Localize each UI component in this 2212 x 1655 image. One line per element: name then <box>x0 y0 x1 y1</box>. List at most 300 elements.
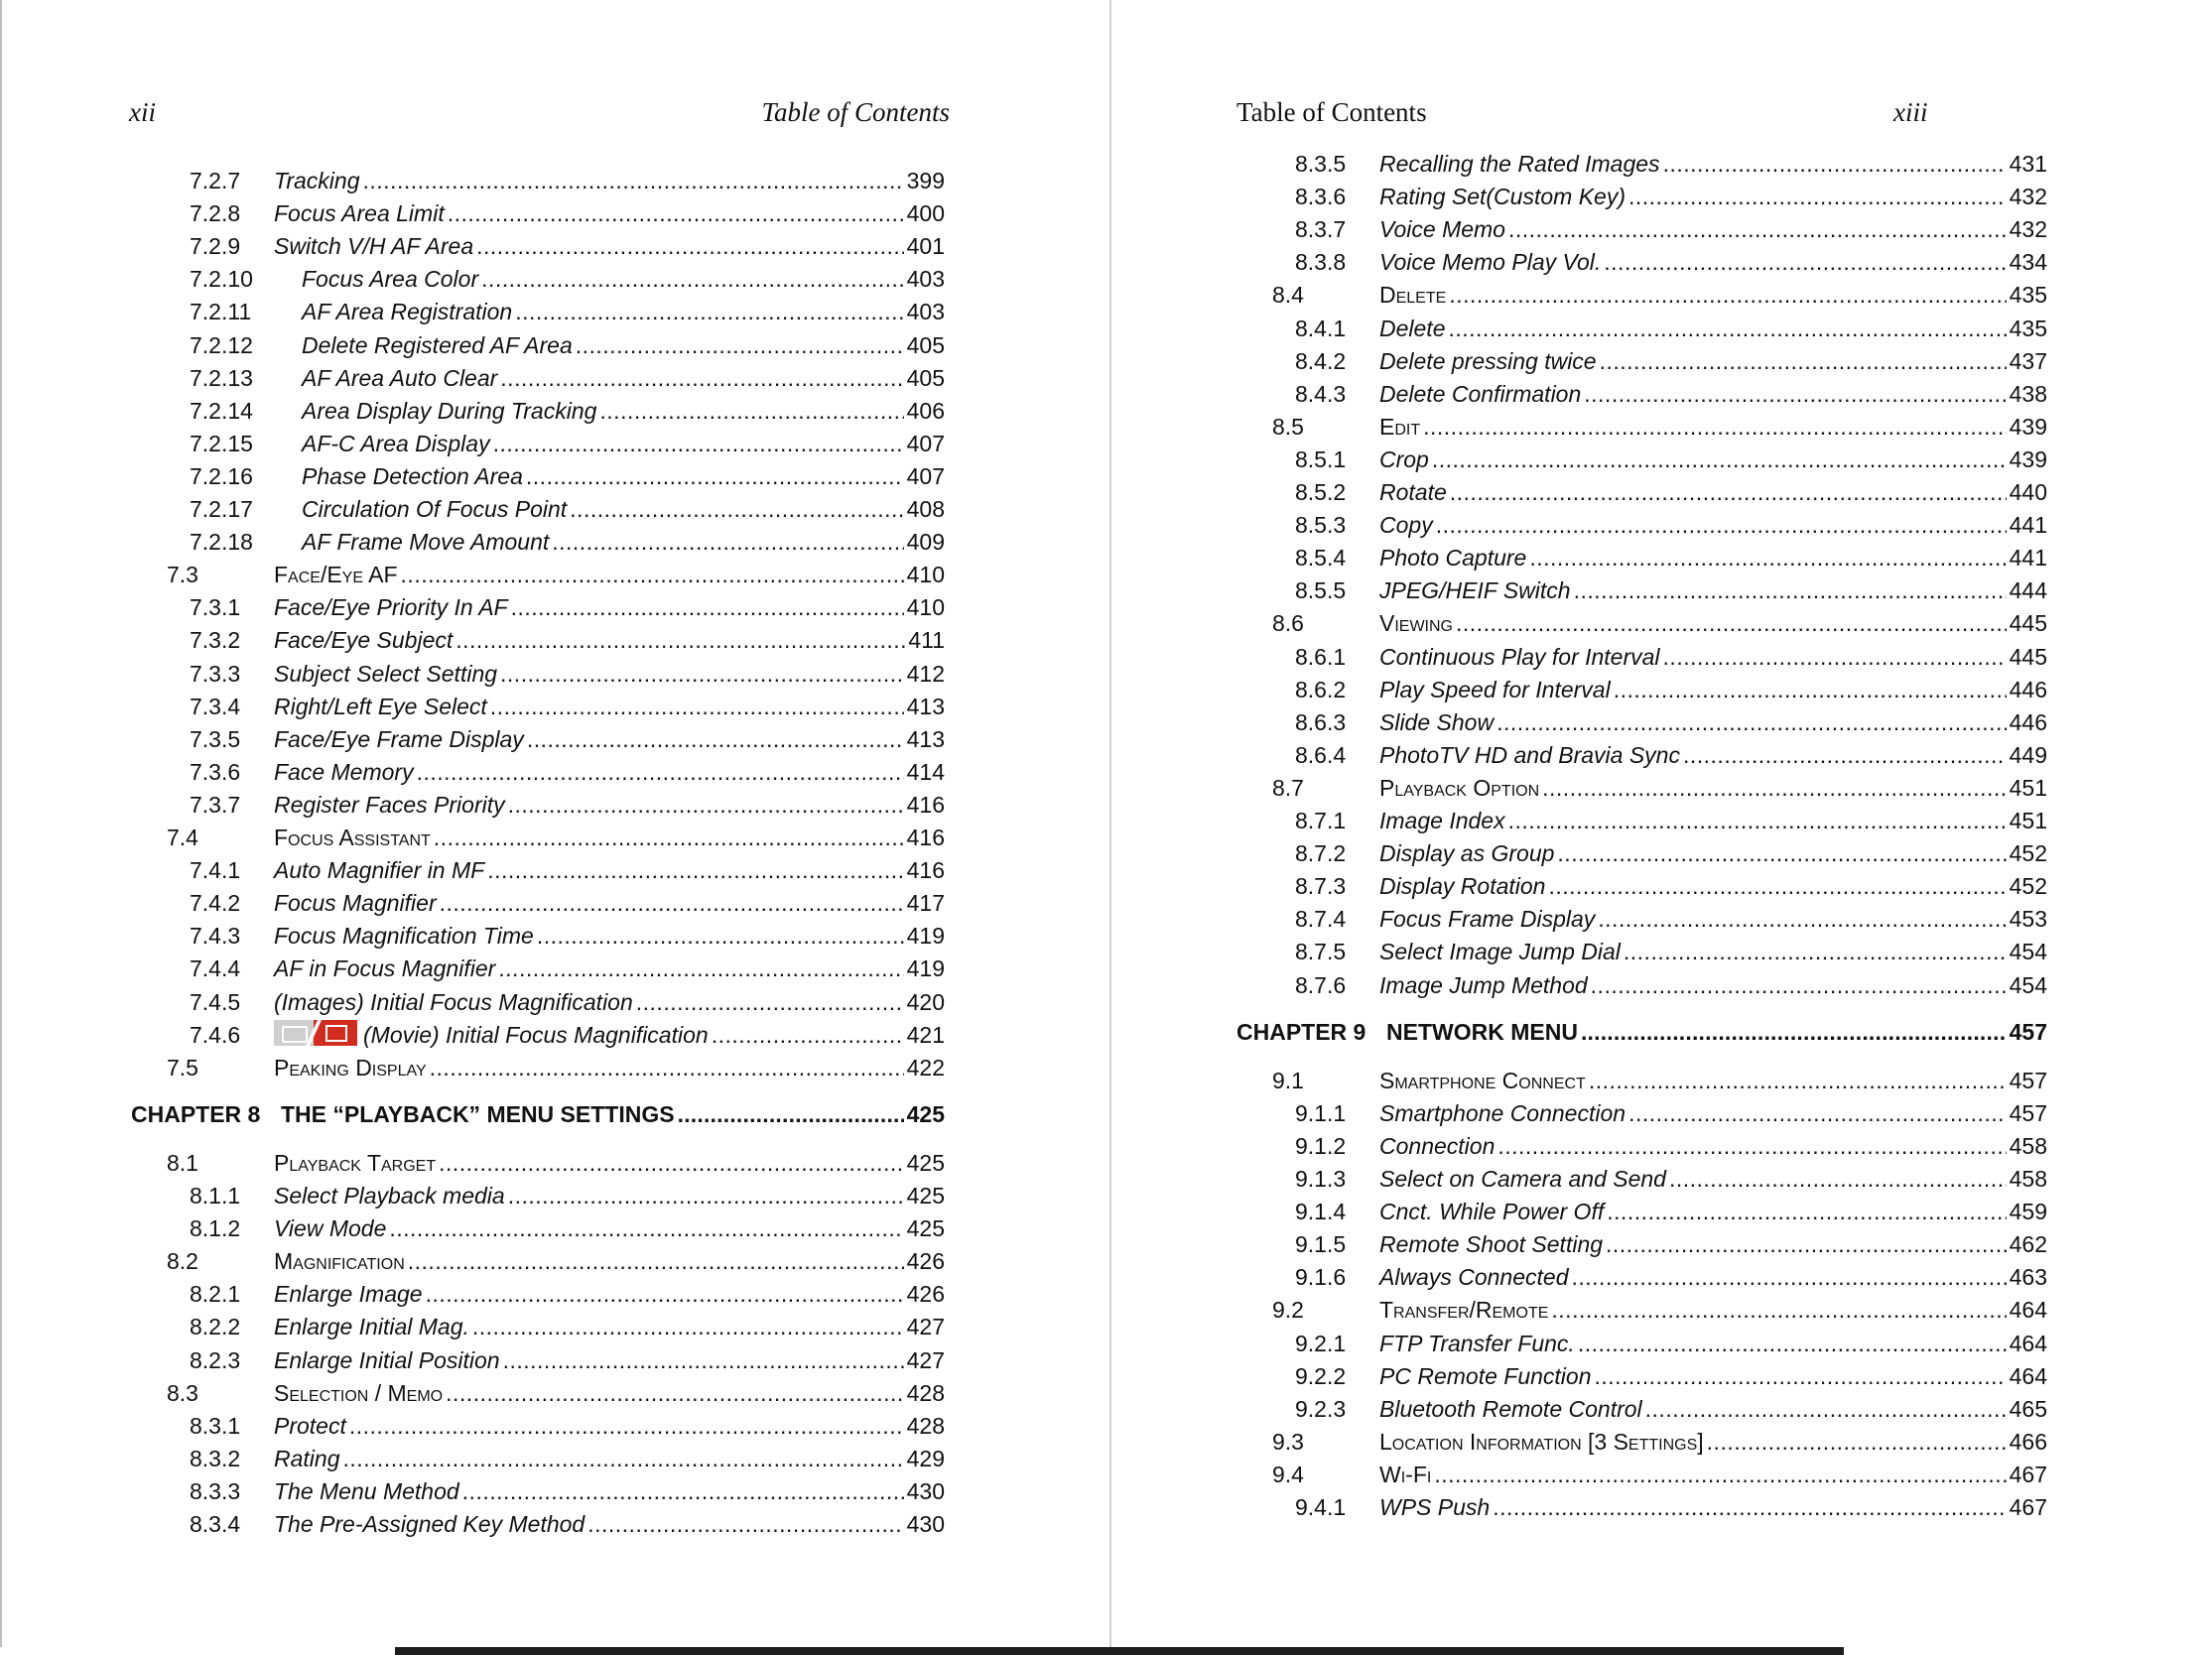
toc-entry-title-text: Face/Eye AF <box>274 562 398 588</box>
toc-entry-title-text: Selection / Memo <box>274 1379 444 1406</box>
toc-entry-title <box>274 789 508 821</box>
toc-entry-title-text: Face/Eye Subject <box>274 627 454 654</box>
toc-entry-title-text: PhotoTV HD and Bravia Sync <box>1379 741 1680 768</box>
toc-entry-number: 8.3.2 <box>190 1445 241 1471</box>
toc-entry-title <box>274 1147 439 1179</box>
toc-entry-title-text: Remote Shoot Setting <box>1379 1231 1604 1258</box>
toc-entry-title-text: Focus Area Limit <box>274 200 445 227</box>
toc-entry-title <box>274 854 487 886</box>
toc-entry-number: 7.2.7 <box>190 168 241 193</box>
toc-entry-page-number: 465 <box>2009 1395 2047 1422</box>
toc-entry-title-text: Subject Select Setting <box>274 660 498 687</box>
toc-entry-number: 9.1.4 <box>1295 1199 1347 1225</box>
toc-entry-title <box>1379 772 1542 804</box>
toc-entry-number: 8.6 <box>1272 610 1304 637</box>
toc-entry-page-number: 407 <box>906 430 945 456</box>
toc-subsection-entry[interactable] <box>1111 181 2104 212</box>
toc-subsection-entry[interactable] <box>1111 1393 2104 1425</box>
dot-leader <box>1436 509 2007 541</box>
toc-entry-number: 8.7.2 <box>1295 840 1347 867</box>
toc-entry-page-number: 435 <box>2009 282 2047 309</box>
toc-entry-number: 8.3.7 <box>1295 216 1347 243</box>
toc-entry-title-text: Copy <box>1379 512 1433 539</box>
toc-entry-number: 7.4.6 <box>190 1021 241 1048</box>
toc-entry-number: 7.3.5 <box>190 725 241 752</box>
dot-leader <box>1449 279 2006 311</box>
dot-leader <box>570 493 903 525</box>
toc-entry-number: 8.7 <box>1272 774 1304 801</box>
toc-entry-title <box>1379 345 1600 377</box>
toc-entry-title-text: Wi-Fi <box>1379 1461 1432 1487</box>
dot-leader <box>417 756 904 788</box>
toc-subsection-entry[interactable] <box>1111 542 2104 573</box>
toc-subsection-entry[interactable] <box>2 789 994 821</box>
toc-entry-title <box>1379 1360 1594 1392</box>
right-page: Table of Contents xiii 8.3.5 Recalling the Rated Images ..... 431 8.3.6 Rating Set(Custom Key) ..... 432 8.3.7 Voice Memo ..... 432 8.3.8 Voice Memo Play Vol. ..... 434 8.4 Delete ..... 435 8.4.1 Delete ..... 435 8.4.2 Delete pressing twice ..... 437 8.4.3 Delete Confirmation ..... 438 8.5 Edit ..... 439 8.5.1 Crop ..... 439 8.5.2 Rotate ..... 440 8.5.3 Copy ..... 441 8.5.4 Photo Capture ..... 441 8.5.5 JPEG/HEIF Switch ..... 444 8.6 Viewing ..... 445 8.6.1 Continuous Play for Interval ..... 445 8.6.2 Play Speed for Interval ..... 446 8.6.3 Slide Show ..... 446 8.6.4 PhotoTV HD and Bravia Sync ..... 449 8.7 Playback Option ..... 451 8.7.1 Image Index ..... 451 8.7.2 Display as Group ..... 452 8.7.3 Display Rotation ..... 452 8.7.4 Focus Frame Display ..... 453 8.7.5 Select Image Jump Dial ..... 454 8.7.6 Image Jump Method ..... 454 CHAPTER 9 NETWORK MENU ..... 457 9.1 Smartphone Connect ..... 457 9.1.1 Smartphone Connection ..... 457 9.1.2 Connection ..... 458 9.1.3 Select on Camera and Send ..... 458 9.1.4 Cnct. While Power Off ..... 459 9.1.5 Remote Shoot Setting ..... 462 9.1.6 Always Connected ..... 463 9.2 Transfer/Remote ..... 464 9.2.1 FTP Transfer Func. ..... 464 9.2.2 PC Remote Function ..... 464 9.2.3 Bluetooth Remote Control ..... 465 9.3 Location Information [3 Settings] ..... 466 9.4 Wi-Fi ..... 467 9.4.1 WPS Push ..... 467 <box>1109 0 2212 1647</box>
toc-entry-title <box>274 1344 503 1376</box>
toc-entry-title <box>1379 1228 1606 1260</box>
toc-entry-number: 8.5 <box>1272 413 1304 440</box>
toc-subsection-entry[interactable] <box>1111 574 2104 606</box>
toc-subsection-entry[interactable] <box>2 165 994 196</box>
toc-entry-title <box>1379 213 1508 245</box>
toc-entry-title-text: Enlarge Image <box>274 1281 423 1308</box>
toc-entry-title-text: Area Display During Tracking <box>302 397 597 424</box>
left-page <box>0 0 1109 1647</box>
toc-entry-title <box>1379 1294 1551 1326</box>
toc-subsection-entry[interactable] <box>2 1180 994 1211</box>
toc-entry-title <box>1379 1196 1607 1227</box>
toc-entry-number: 7.3.7 <box>190 791 241 818</box>
toc-entry-page-number: 427 <box>906 1314 945 1340</box>
toc-section-entry[interactable] <box>1111 1065 2104 1096</box>
toc-subsection-entry[interactable] <box>1111 936 2104 967</box>
toc-entry-title-text: Face/Eye Priority In AF <box>274 594 508 621</box>
toc-entry-page-number: 439 <box>2009 446 2047 472</box>
toc-entry-title <box>1379 148 1663 180</box>
dot-leader <box>446 1377 903 1409</box>
toc-section-entry[interactable] <box>1111 607 2104 639</box>
toc-entry-title <box>274 1475 462 1507</box>
toc-entry-title <box>1379 674 1614 705</box>
dot-leader <box>1614 674 2007 705</box>
toc-entry-page-number: 422 <box>906 1054 945 1081</box>
toc-entry-title-text: View Mode <box>274 1215 387 1242</box>
toc-subsection-entry[interactable] <box>2 1311 994 1342</box>
toc-subsection-entry[interactable] <box>2 756 994 788</box>
toc-entry-page-number: 458 <box>2009 1132 2047 1159</box>
toc-entry-page-number: 431 <box>2009 151 2047 177</box>
toc-subsection-entry[interactable] <box>2 691 994 722</box>
toc-entry-title-text: Always Connected <box>1379 1264 1569 1291</box>
dot-leader <box>587 1508 903 1540</box>
toc-entry-title-text: Select Image Jump Dial <box>1379 939 1621 965</box>
toc-entry-title-text: Register Faces Priority <box>274 791 505 818</box>
toc-entry-title <box>1379 1393 1645 1425</box>
toc-subsection-entry[interactable] <box>1111 1261 2104 1293</box>
toc-subsection-entry[interactable] <box>2 920 994 952</box>
toc-entry-number: 9.1.5 <box>1295 1231 1347 1258</box>
toc-entry-page-number: 438 <box>2009 380 2047 407</box>
toc-entry-title-text: JPEG/HEIF Switch <box>1379 577 1571 604</box>
toc-entry-title-text: Recalling the Rated Images <box>1379 151 1660 177</box>
toc-entry-title-text: Focus Assistant <box>274 825 431 850</box>
toc-entry-page-number: 416 <box>906 825 945 850</box>
toc-chapter-entry[interactable] <box>2 1098 994 1130</box>
toc-entry-page-number: 441 <box>2009 545 2047 572</box>
toc-entry-title <box>1379 574 1574 606</box>
dot-leader <box>552 526 903 558</box>
toc-entry-number: 7.4.5 <box>190 988 241 1015</box>
toc-entry-title <box>1379 607 1456 639</box>
dot-leader <box>363 165 904 196</box>
toc-subsection-entry[interactable] <box>1111 1228 2104 1260</box>
toc-entry-title-text: Continuous Play for Interval <box>1379 643 1660 670</box>
toc-entry-title-text: AF in Focus Magnifier <box>274 955 496 982</box>
toc-subsection-entry[interactable] <box>1111 903 2104 935</box>
toc-entry-title-text: (Movie) Initial Focus Magnification <box>363 1021 709 1048</box>
toc-entry-number: 7.2.16 <box>190 462 253 489</box>
toc-section-entry[interactable] <box>2 1147 994 1179</box>
toc-entry-number: 8.3.8 <box>1295 249 1347 276</box>
toc-entry-title-text: Delete pressing twice <box>1379 347 1597 374</box>
toc-entry-page-number: 449 <box>2009 741 2047 768</box>
toc-entry-title <box>274 1052 430 1083</box>
toc-entry-page-number: 457 <box>2009 1067 2047 1093</box>
toc-entry-title <box>274 723 527 755</box>
toc-entry-title-text: Playback Option <box>1379 774 1540 801</box>
left-page-number: xii <box>129 97 156 127</box>
toc-entry-number: 8.4.1 <box>1295 315 1347 341</box>
toc-entry-page-number: 400 <box>906 200 945 227</box>
toc-entry-page-number: 409 <box>906 529 945 556</box>
toc-entry-number: 8.6.2 <box>1295 676 1347 702</box>
toc-entry-title <box>302 493 570 525</box>
image-movie-mode-icon <box>274 1019 357 1047</box>
toc-subsection-entry[interactable] <box>2 197 994 229</box>
toc-entry-page-number: 457 <box>2009 1018 2047 1045</box>
toc-entry-title-text: Select on Camera and Send <box>1379 1166 1666 1192</box>
dot-leader <box>1508 805 2007 836</box>
toc-entry-page-number: 411 <box>908 627 945 654</box>
toc-subsection-entry[interactable] <box>2 1410 994 1442</box>
toc-entry-page-number: 416 <box>906 791 945 818</box>
toc-entry-title-text: The Pre-Assigned Key Method <box>274 1511 586 1537</box>
toc-entry-title <box>1379 936 1624 967</box>
dot-leader <box>342 1443 903 1474</box>
dot-leader <box>1707 1426 2007 1458</box>
toc-entry-title <box>1379 181 1628 212</box>
toc-entry-page-number: 445 <box>2009 610 2047 637</box>
toc-entry-title-text: Tracking <box>274 168 360 193</box>
dot-leader <box>1584 378 2006 410</box>
toc-entry-page-number: 401 <box>906 233 945 260</box>
toc-subsection-entry[interactable] <box>2 493 994 525</box>
toc-entry-title-text: Magnification <box>274 1248 405 1275</box>
toc-subsection-entry[interactable] <box>1111 706 2104 738</box>
toc-entry-number: 9.1 <box>1272 1067 1304 1093</box>
toc-entry-title-text: Location Information [3 Settings] <box>1379 1428 1704 1455</box>
toc-subsection-entry[interactable] <box>2 1278 994 1310</box>
toc-entry-title <box>1379 870 1548 902</box>
toc-subsection-entry[interactable] <box>2 723 994 755</box>
toc-entry-page-number: 462 <box>2009 1231 2047 1258</box>
toc-entry-number: 7.3.2 <box>190 627 241 654</box>
dot-leader <box>1423 411 2007 443</box>
toc-entry-page-number: 414 <box>906 758 945 785</box>
toc-entry-title <box>274 887 440 919</box>
toc-entry-title <box>1379 444 1432 475</box>
toc-subsection-entry[interactable] <box>2 887 994 919</box>
toc-subsection-entry[interactable] <box>2 362 994 394</box>
dot-leader <box>455 624 905 656</box>
toc-subsection-entry[interactable] <box>1111 1196 2104 1227</box>
toc-entry-title-text: WPS Push <box>1379 1494 1491 1520</box>
toc-entry-page-number: 429 <box>906 1445 945 1471</box>
toc-entry-title <box>1379 279 1449 311</box>
toc-subsection-entry[interactable] <box>2 395 994 427</box>
toc-entry-title-text: AF Frame Move Amount <box>302 529 550 556</box>
toc-entry-page-number: 428 <box>906 1412 945 1439</box>
toc-entry-title <box>1379 476 1450 508</box>
toc-entry-title-text: AF Area Registration <box>302 299 513 325</box>
dot-leader <box>1645 1393 2007 1425</box>
dot-leader <box>508 789 904 821</box>
toc-entry-title <box>274 920 537 952</box>
toc-subsection-entry[interactable] <box>1111 1097 2104 1129</box>
toc-entry-title-text: Rotate <box>1379 479 1447 505</box>
toc-subsection-entry[interactable] <box>1111 969 2104 1001</box>
dot-leader <box>712 1019 904 1051</box>
toc-subsection-entry[interactable] <box>2 1019 994 1051</box>
toc-entry-page-number: 413 <box>906 693 945 719</box>
toc-entry-title <box>274 1311 472 1342</box>
toc-entry-page-number: 421 <box>906 1021 945 1048</box>
dot-leader <box>472 1311 904 1342</box>
toc-entry-title <box>1379 542 1529 573</box>
dot-leader <box>1589 1065 2007 1096</box>
toc-entry-number: 8.7.4 <box>1295 906 1347 933</box>
toc-entry-page-number: 451 <box>2009 774 2047 801</box>
toc-subsection-entry[interactable] <box>2 854 994 886</box>
dot-leader <box>1624 936 2007 967</box>
toc-section-entry[interactable] <box>1111 1426 2104 1458</box>
toc-entry-number: 7.2.11 <box>190 299 252 325</box>
toc-section-entry[interactable] <box>1111 1459 2104 1490</box>
toc-entry-title <box>274 691 490 722</box>
toc-entry-title <box>274 1278 426 1310</box>
toc-subsection-entry[interactable] <box>1111 805 2104 836</box>
toc-subsection-entry[interactable] <box>2 1475 994 1507</box>
toc-entry-title <box>274 165 363 196</box>
dot-leader <box>515 296 903 327</box>
toc-chapter-entry[interactable] <box>1111 1016 2104 1048</box>
toc-subsection-entry[interactable] <box>1111 313 2104 344</box>
toc-entry-number: 9.4 <box>1272 1461 1304 1487</box>
toc-entry-number: 8.3.4 <box>190 1511 241 1537</box>
toc-entry-title <box>1379 903 1598 935</box>
toc-entry-page-number: 406 <box>906 397 945 424</box>
toc-entry-title-text: Delete <box>1379 315 1446 341</box>
dot-leader <box>1669 1163 2007 1195</box>
toc-subsection-entry[interactable] <box>2 1344 994 1376</box>
toc-entry-page-number: 419 <box>906 923 945 950</box>
toc-subsection-entry[interactable] <box>1111 378 2104 410</box>
toc-subsection-entry[interactable] <box>1111 1360 2104 1392</box>
toc-entry-page-number: 463 <box>2009 1264 2047 1291</box>
dot-leader <box>1551 1294 2006 1326</box>
movie-film-icon <box>314 1020 357 1046</box>
toc-entry-title <box>1379 969 1591 1001</box>
dot-leader <box>1450 476 2007 508</box>
toc-entry-number: 7.4.4 <box>190 955 241 982</box>
dot-leader <box>1572 1261 2007 1293</box>
toc-subsection-entry[interactable] <box>2 428 994 459</box>
toc-section-entry[interactable] <box>1111 411 2104 443</box>
toc-entry-title <box>274 1410 349 1442</box>
toc-entry-page-number: 432 <box>2009 184 2047 210</box>
toc-section-entry[interactable] <box>2 1377 994 1409</box>
toc-entry-page-number: 403 <box>906 266 945 293</box>
toc-subsection-entry[interactable] <box>1111 345 2104 377</box>
toc-subsection-entry[interactable] <box>1111 509 2104 541</box>
toc-section-entry[interactable] <box>1111 1294 2104 1326</box>
toc-entry-page-number: 452 <box>2009 873 2047 900</box>
toc-section-entry[interactable] <box>2 822 994 853</box>
toc-entry-title <box>1379 837 1557 869</box>
dot-leader <box>1557 837 2006 869</box>
toc-subsection-entry[interactable] <box>1111 1491 2104 1523</box>
toc-entry-page-number: 430 <box>906 1511 945 1537</box>
toc-subsection-entry[interactable] <box>2 296 994 327</box>
toc-entry-title-text: Delete Registered AF Area <box>302 331 573 358</box>
toc-entry-title <box>274 1212 389 1244</box>
toc-subsection-entry[interactable] <box>2 591 994 623</box>
toc-subsection-entry[interactable] <box>1111 870 2104 902</box>
toc-entry-title-text: Enlarge Initial Position <box>274 1346 500 1373</box>
toc-subsection-entry[interactable] <box>1111 641 2104 673</box>
toc-subsection-entry[interactable] <box>2 658 994 690</box>
toc-entry-page-number: 408 <box>906 496 945 522</box>
dot-leader <box>1663 641 2007 673</box>
right-page-header-title: Table of Contents <box>1236 97 1427 127</box>
toc-subsection-entry[interactable] <box>2 329 994 361</box>
toc-entry-number: 7.3.1 <box>190 594 241 621</box>
toc-entry-page-number: 435 <box>2009 315 2047 341</box>
toc-entry-title-text: Connection <box>1379 1132 1496 1159</box>
toc-subsection-entry[interactable] <box>1111 444 2104 475</box>
toc-subsection-entry[interactable] <box>1111 674 2104 705</box>
toc-entry-number: 8.2 <box>167 1248 198 1275</box>
dot-leader <box>526 460 904 492</box>
toc-subsection-entry[interactable] <box>1111 148 2104 180</box>
toc-entry-number: 7.2.8 <box>190 200 241 227</box>
toc-entry-title <box>302 460 526 492</box>
dot-leader <box>537 920 904 952</box>
toc-entry-number: 8.3.6 <box>1295 184 1347 210</box>
dot-leader <box>1542 772 2006 804</box>
toc-entry-title <box>1379 641 1663 673</box>
toc-subsection-entry[interactable] <box>2 263 994 295</box>
dot-leader <box>1604 246 2006 278</box>
toc-subsection-entry[interactable] <box>2 624 994 656</box>
toc-subsection-entry[interactable] <box>1111 739 2104 771</box>
toc-entry-number: 8.1.1 <box>190 1183 241 1209</box>
toc-subsection-entry[interactable] <box>2 953 994 984</box>
toc-entry-title-text: Transfer/Remote <box>1379 1297 1549 1324</box>
toc-subsection-entry[interactable] <box>2 230 994 262</box>
toc-subsection-entry[interactable] <box>2 1212 994 1244</box>
toc-entry-title <box>274 1443 342 1474</box>
toc-entry-title-text: Focus Frame Display <box>1379 906 1596 933</box>
toc-section-entry[interactable] <box>1111 279 2104 311</box>
toc-subsection-entry[interactable] <box>1111 1163 2104 1195</box>
toc-entry-page-number: 434 <box>2009 249 2047 276</box>
toc-entry-number: 8.5.4 <box>1295 545 1347 572</box>
toc-entry-title <box>274 624 455 656</box>
toc-entry-title-text: AF-C Area Display <box>302 430 490 456</box>
toc-entry-number: 9.4.1 <box>1295 1494 1347 1520</box>
toc-section-entry[interactable] <box>2 559 994 590</box>
toc-section-entry[interactable] <box>1111 772 2104 804</box>
toc-entry-title <box>274 197 448 229</box>
dot-leader <box>430 1052 904 1083</box>
toc-entry-title-text: Image Index <box>1379 808 1505 833</box>
toc-subsection-entry[interactable] <box>1111 246 2104 278</box>
toc-subsection-entry[interactable] <box>2 986 994 1018</box>
toc-entry-number: 8.2.3 <box>190 1346 241 1373</box>
toc-subsection-entry[interactable] <box>1111 1328 2104 1359</box>
toc-entry-number: 8.4.3 <box>1295 380 1347 407</box>
toc-entry-number: 7.2.14 <box>190 397 253 424</box>
toc-entry-number: 8.7.6 <box>1295 971 1347 998</box>
toc-entry-number: CHAPTER 9 <box>1236 1018 1366 1045</box>
dot-leader <box>1574 574 2007 606</box>
toc-entry-number: 7.2.9 <box>190 233 241 260</box>
toc-subsection-entry[interactable] <box>1111 1130 2104 1162</box>
toc-entry-page-number: 464 <box>2009 1297 2047 1324</box>
toc-entry-number: 8.1.2 <box>190 1215 241 1242</box>
toc-subsection-entry[interactable] <box>2 526 994 558</box>
toc-entry-title <box>1379 509 1436 541</box>
toc-subsection-entry[interactable] <box>2 1443 994 1474</box>
toc-subsection-entry[interactable] <box>2 1508 994 1540</box>
toc-entry-page-number: 467 <box>2009 1494 2047 1520</box>
toc-subsection-entry[interactable] <box>2 460 994 492</box>
dot-leader <box>1683 739 2007 771</box>
toc-section-entry[interactable] <box>2 1245 994 1277</box>
toc-entry-title-text: Slide Show <box>1379 708 1495 735</box>
toc-entry-title <box>274 953 498 984</box>
dot-leader <box>1493 1491 2006 1523</box>
dot-leader <box>1591 969 2007 1001</box>
toc-entry-title-text: Bluetooth Remote Control <box>1379 1395 1642 1422</box>
toc-entry-title <box>281 1098 678 1130</box>
dot-leader <box>487 854 903 886</box>
toc-subsection-entry[interactable] <box>1111 837 2104 869</box>
dot-leader <box>1606 1228 2007 1260</box>
toc-entry-page-number: 413 <box>906 725 945 752</box>
toc-section-entry[interactable] <box>2 1052 994 1083</box>
toc-subsection-entry[interactable] <box>1111 213 2104 245</box>
dot-leader <box>678 1098 904 1130</box>
toc-entry-title <box>274 1180 508 1211</box>
toc-entry-number: 7.2.12 <box>190 331 253 358</box>
toc-entry-number: 8.6.1 <box>1295 643 1347 670</box>
toc-entry-title-text: Enlarge Initial Mag. <box>274 1314 469 1340</box>
toc-subsection-entry[interactable] <box>1111 476 2104 508</box>
toc-entry-number: 9.1.3 <box>1295 1166 1347 1192</box>
